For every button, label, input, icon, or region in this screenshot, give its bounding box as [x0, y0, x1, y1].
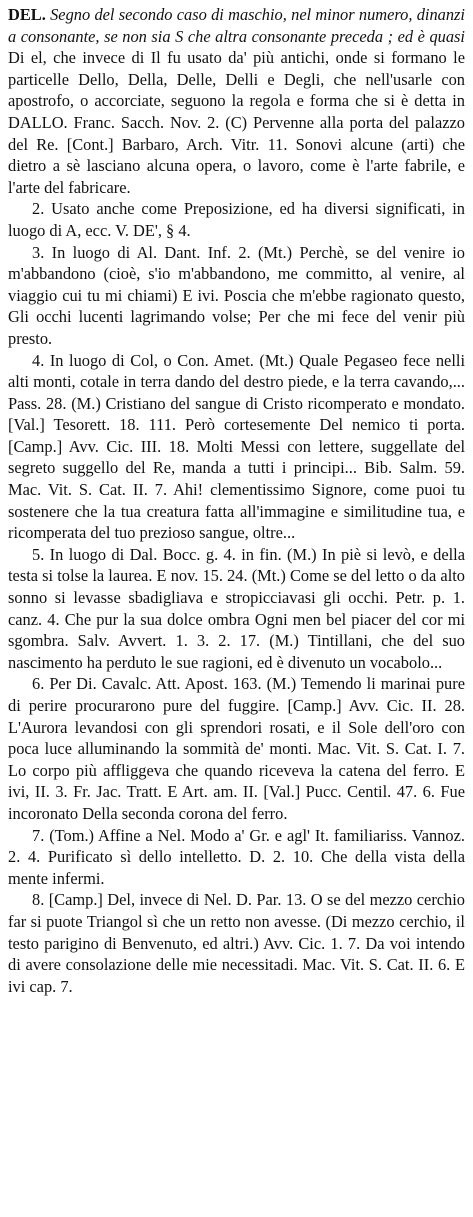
headword: DEL. — [8, 5, 46, 24]
sense-4: 4. In luogo di Col, o Con. Amet. (Mt.) Quale Pegaseo fece nelli alti monti, cotale in terra dando del destro piede, e la terra cavando,... Pass. 28. (M.) Cristiano del sangue di Cristo ricomperato e mondato. [Val.] Tesorett. 18. 111. Però cortesemente Del nemico ti porta. [Camp.] Avv. Cic. III. 18. Molti Messi con lettere, suggellate del segreto suggello del Re, manda a tutti i principi... Bib. Salm. 59. Mac. Vit. S. Cat. II. 7. Ahi! clementissimo Signore, come puoi tu sostenere che la tua creatura fatta all'immagine e similitudine tua, e ricomperata del tuo prezioso sangue, oltre... — [8, 350, 465, 543]
sense-5: 5. In luogo di Dal. Bocc. g. 4. in fin. (M.) In piè si levò, e della testa si tolse la laurea. E nov. 15. 24. (Mt.) Come se del letto o da alto sonno si levasse sbadigliava e stropicciavasi gli occhi. Petr. p. 1. canz. 4. Che pur la sua dolce ombra Ogni men bel piacer del cor mi sgombra. Salv. Avvert. 1. 3. 2. 17. (M.) Tintillani, che del suo nascimento ha perduto le sue ragioni, ed è divenuto un vocabolo... — [8, 544, 465, 672]
entry-definition: Segno del secondo caso di maschio, nel minor numero, dinanzi a consonante, se non sia S che altra consonante preceda ; ed è quasi — [8, 5, 465, 46]
sense-3: 3. In luogo di Al. Dant. Inf. 2. (Mt.) Perchè, se del venire io m'abbandono (cioè, s'io m'abbandono, me committo, al venire, al viaggio cui tu mi chiami) E ivi. Poscia che m'ebbe ragionato questo, Gli occhi lucenti lagrimando volse; Per che mi fece del venir più presto. — [8, 242, 465, 348]
entry-definition-continued: Di el, che invece di Il fu usato da' più antichi, onde si formano le particelle Dello, Della, Delle, Delli e Degli, che nell'usarle con apostrofo, o accorciate, seguono la regola e forma che si è detta in DALLO. Franc. Sacch. Nov. 2. (C) Pervenne alla porta del palazzo del Re. [Cont.] Barbaro, Arch. Vitr. 11. Sonovi alcune (arti) che dietro a sè lasciano alcuna opera, o lavoro, come è l'arte fabrile, e l'arte del fabricare. — [8, 48, 465, 197]
entry-del-intro — [8, 4, 465, 198]
sense-8: 8. [Camp.] Del, invece di Nel. D. Par. 13. O se del mezzo cerchio far si puote Triangol sì che un retto non avesse. (Di mezzo cerchio, il testo parigino di Benvenuto, ed altri.) Avv. Cic. 1. 7. Da voi intendo di avere consolazione delle mie necessitadi. Mac. Vit. S. Cat. II. 6. E ivi cap. 7. — [8, 890, 465, 996]
sense-7: 7. (Tom.) Affine a Nel. Modo a' Gr. e agl' It. familiariss. Vannoz. 2. 4. Purificato sì dello intelletto. D. 2. 10. Che della vista della mente infermi. — [8, 825, 465, 888]
sense-6: 6. Per Di. Cavalc. Att. Apost. 163. (M.) Temendo li marinai pure di perire procurarono pure del fuggire. [Camp.] Avv. Cic. II. 28. L'Aurora levandosi con gli sprendori rosati, e il Sole dell'oro con poca luce alluminando la sommità de' monti. Mac. Vit. S. Cat. I. 7. Lo corpo più affliggeva che quando riceveva la catena del ferro. E ivi, II. 3. Fr. Jac. Tratt. E Art. am. II. [Val.] Pucc. Centil. 47. 6. Fue incoronato Della seconda corona del ferro. — [8, 674, 465, 823]
sense-2: 2. Usato anche come Preposizione, ed ha diversi significati, in luogo di A, ecc. V. DE', § 4. — [8, 199, 465, 240]
